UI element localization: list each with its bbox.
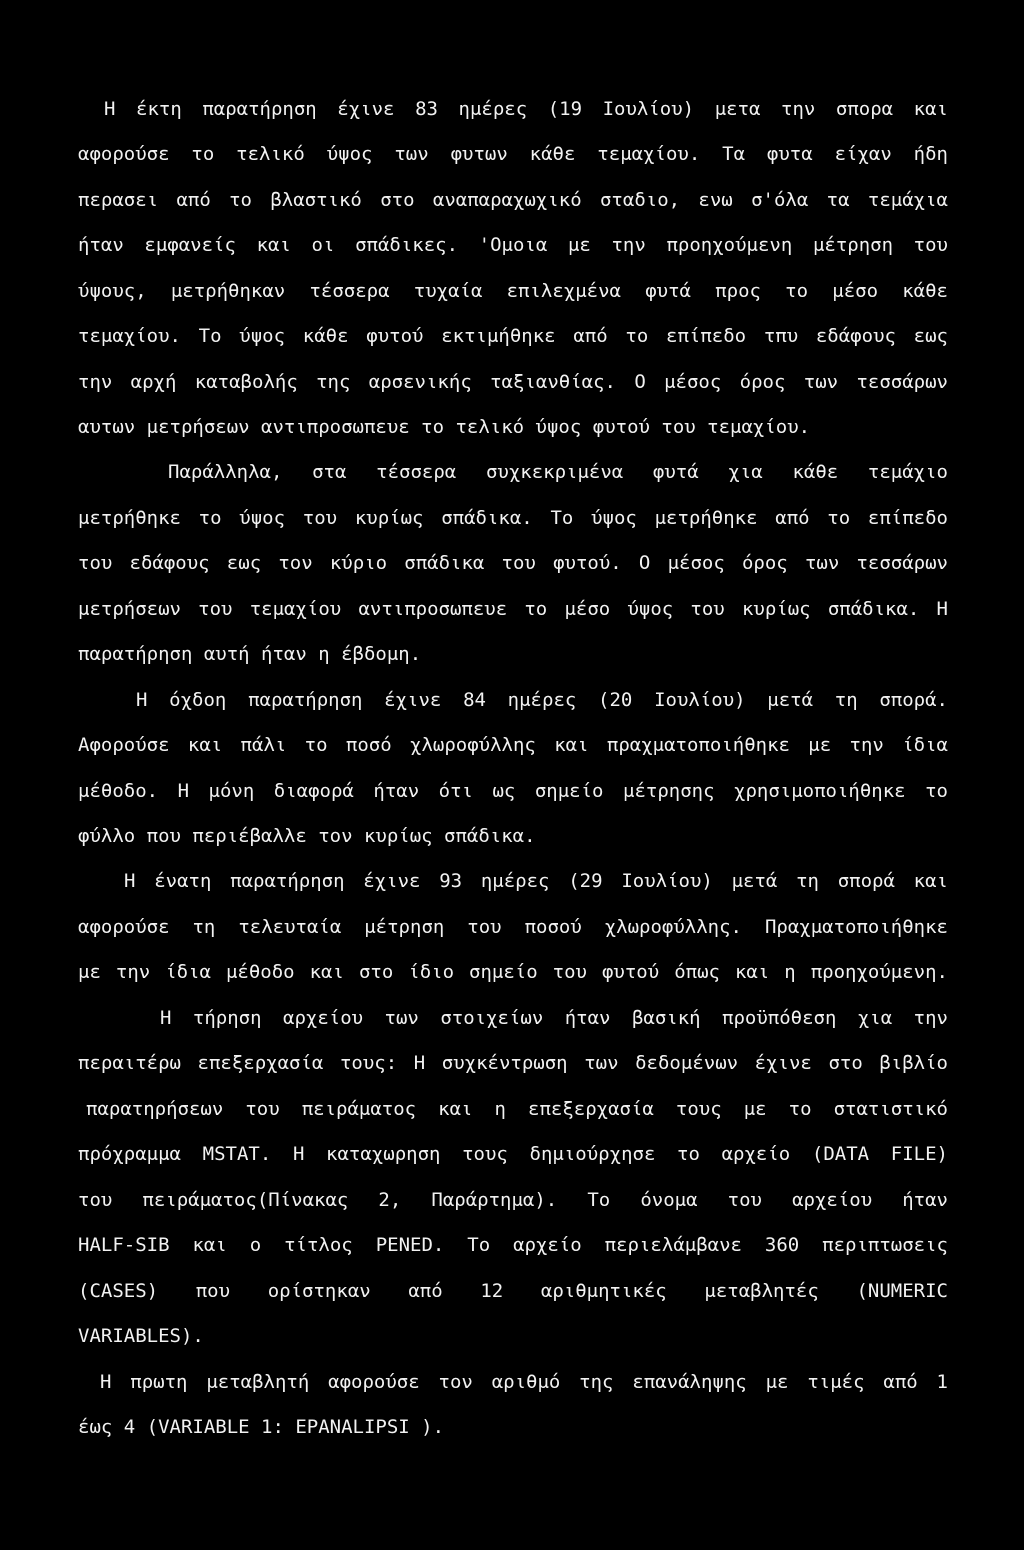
text-line-28: VARIABLES). <box>78 1325 204 1347</box>
text-line-15: Αφορούσε και πάλι το ποσό χλωροφύλλης και πραχματοποιήθηκε με την ίδια <box>78 734 948 756</box>
text-line-7: την αρχή καταβολής της αρσενικής ταξιανθίας. Ο μέσος όρος των τεσσάρων <box>78 371 948 393</box>
text-line-25: του πειράματος(Πίνακας 2, Παράρτημα). Το όνομα του αρχείου ήταν <box>78 1189 948 1211</box>
text-line-10: μετρήθηκε το ύψος του κυρίως σπάδικα. Το ύψος μετρήθηκε από το επίπεδο <box>78 507 948 529</box>
text-line-14: Η όχδοη παρατήρηση έχινε 84 ημέρες (20 Ιουλίου) μετά τη σπορά. <box>136 689 948 711</box>
text-line-9: Παράλληλα, στα τέσσερα συχκεκριμένα φυτά χια κάθε τεμάχιο <box>168 461 948 483</box>
text-line-18: Η ένατη παρατήρηση έχινε 93 ημέρες (29 Ιουλίου) μετά τη σπορά και <box>124 870 948 892</box>
text-line-23: παρατηρήσεων του πειράματος και η επεξερχασία τους με το στατιστικό <box>86 1098 948 1120</box>
text-line-6: τεμαχίου. Το ύψος κάθε φυτού εκτιμήθηκε από το επίπεδο τπυ εδάφους εως <box>78 325 948 347</box>
text-line-3: περασει από το βλαστικό στο αναπαραχωχικό σταδιο, ενω σ'όλα τα τεμάχια <box>78 189 948 211</box>
text-line-26: HALF-SIB και ο τίτλος PENED. Το αρχείο περιελάμβανε 360 περιπτωσεις <box>78 1234 948 1256</box>
text-line-4: ήταν εμφανείς και οι σπάδικες. 'Ομοια με την προηχούμενη μέτρηση του <box>78 234 948 256</box>
text-line-19: αφορούσε τη τελευταία μέτρηση του ποσού χλωροφύλλης. Πραχματοποιήθηκε <box>78 916 948 938</box>
text-line-2: αφορούσε το τελικό ύψος των φυτων κάθε τεμαχίου. Τα φυτα είχαν ήδη <box>78 143 948 165</box>
text-line-1: Η έκτη παρατήρηση έχινε 83 ημέρες (19 Ιουλίου) μετα την σπορα και <box>104 98 948 120</box>
text-line-17: φύλλο που περιέβαλλε τον κυρίως σπάδικα. <box>78 825 536 847</box>
text-line-27: (CASES) που ορίστηκαν από 12 αριθμητικές μεταβλητές (NUMERIC <box>78 1280 948 1302</box>
text-line-16: μέθοδο. Η μόνη διαφορά ήταν ότι ως σημείο μέτρησης χρησιμοποιήθηκε το <box>78 780 948 802</box>
text-line-22: περαιτέρω επεξερχασία τους: Η συχκέντρωση των δεδομένων έχινε στο βιβλίο <box>78 1052 948 1074</box>
text-line-8: αυτων μετρήσεων αντιπροσωπευε το τελικό ύψος φυτού του τεμαχίου. <box>78 416 811 438</box>
text-line-30: έως 4 (VARIABLE 1: EPANALIPSI ). <box>78 1416 445 1438</box>
text-line-11: του εδάφους εως τον κύριο σπάδικα του φυτού. Ο μέσος όρος των τεσσάρων <box>78 552 948 574</box>
text-line-29: Η πρωτη μεταβλητή αφορούσε τον αριθμό της επανάληψης με τιμές από 1 <box>100 1371 948 1393</box>
text-line-20: με την ίδια μέθοδο και στο ίδιο σημείο του φυτού όπως και η προηχούμενη. <box>78 961 948 983</box>
text-line-13: παρατήρηση αυτή ήταν η έβδομη. <box>78 643 422 665</box>
text-line-5: ύψους, μετρήθηκαν τέσσερα τυχαία επιλεχμένα φυτά προς το μέσο κάθε <box>78 280 948 302</box>
text-line-24: πρόχραμμα MSTAT. Η καταχωρηση τους δημιούρχησε το αρχείο (DATA FILE) <box>78 1143 948 1165</box>
text-line-21: Η τήρηση αρχείου των στοιχείων ήταν βασική προϋπόθεση χια την <box>160 1007 948 1029</box>
text-line-12: μετρήσεων του τεμαχίου αντιπροσωπευε το μέσο ύψος του κυρίως σπάδικα. Η <box>78 598 948 620</box>
